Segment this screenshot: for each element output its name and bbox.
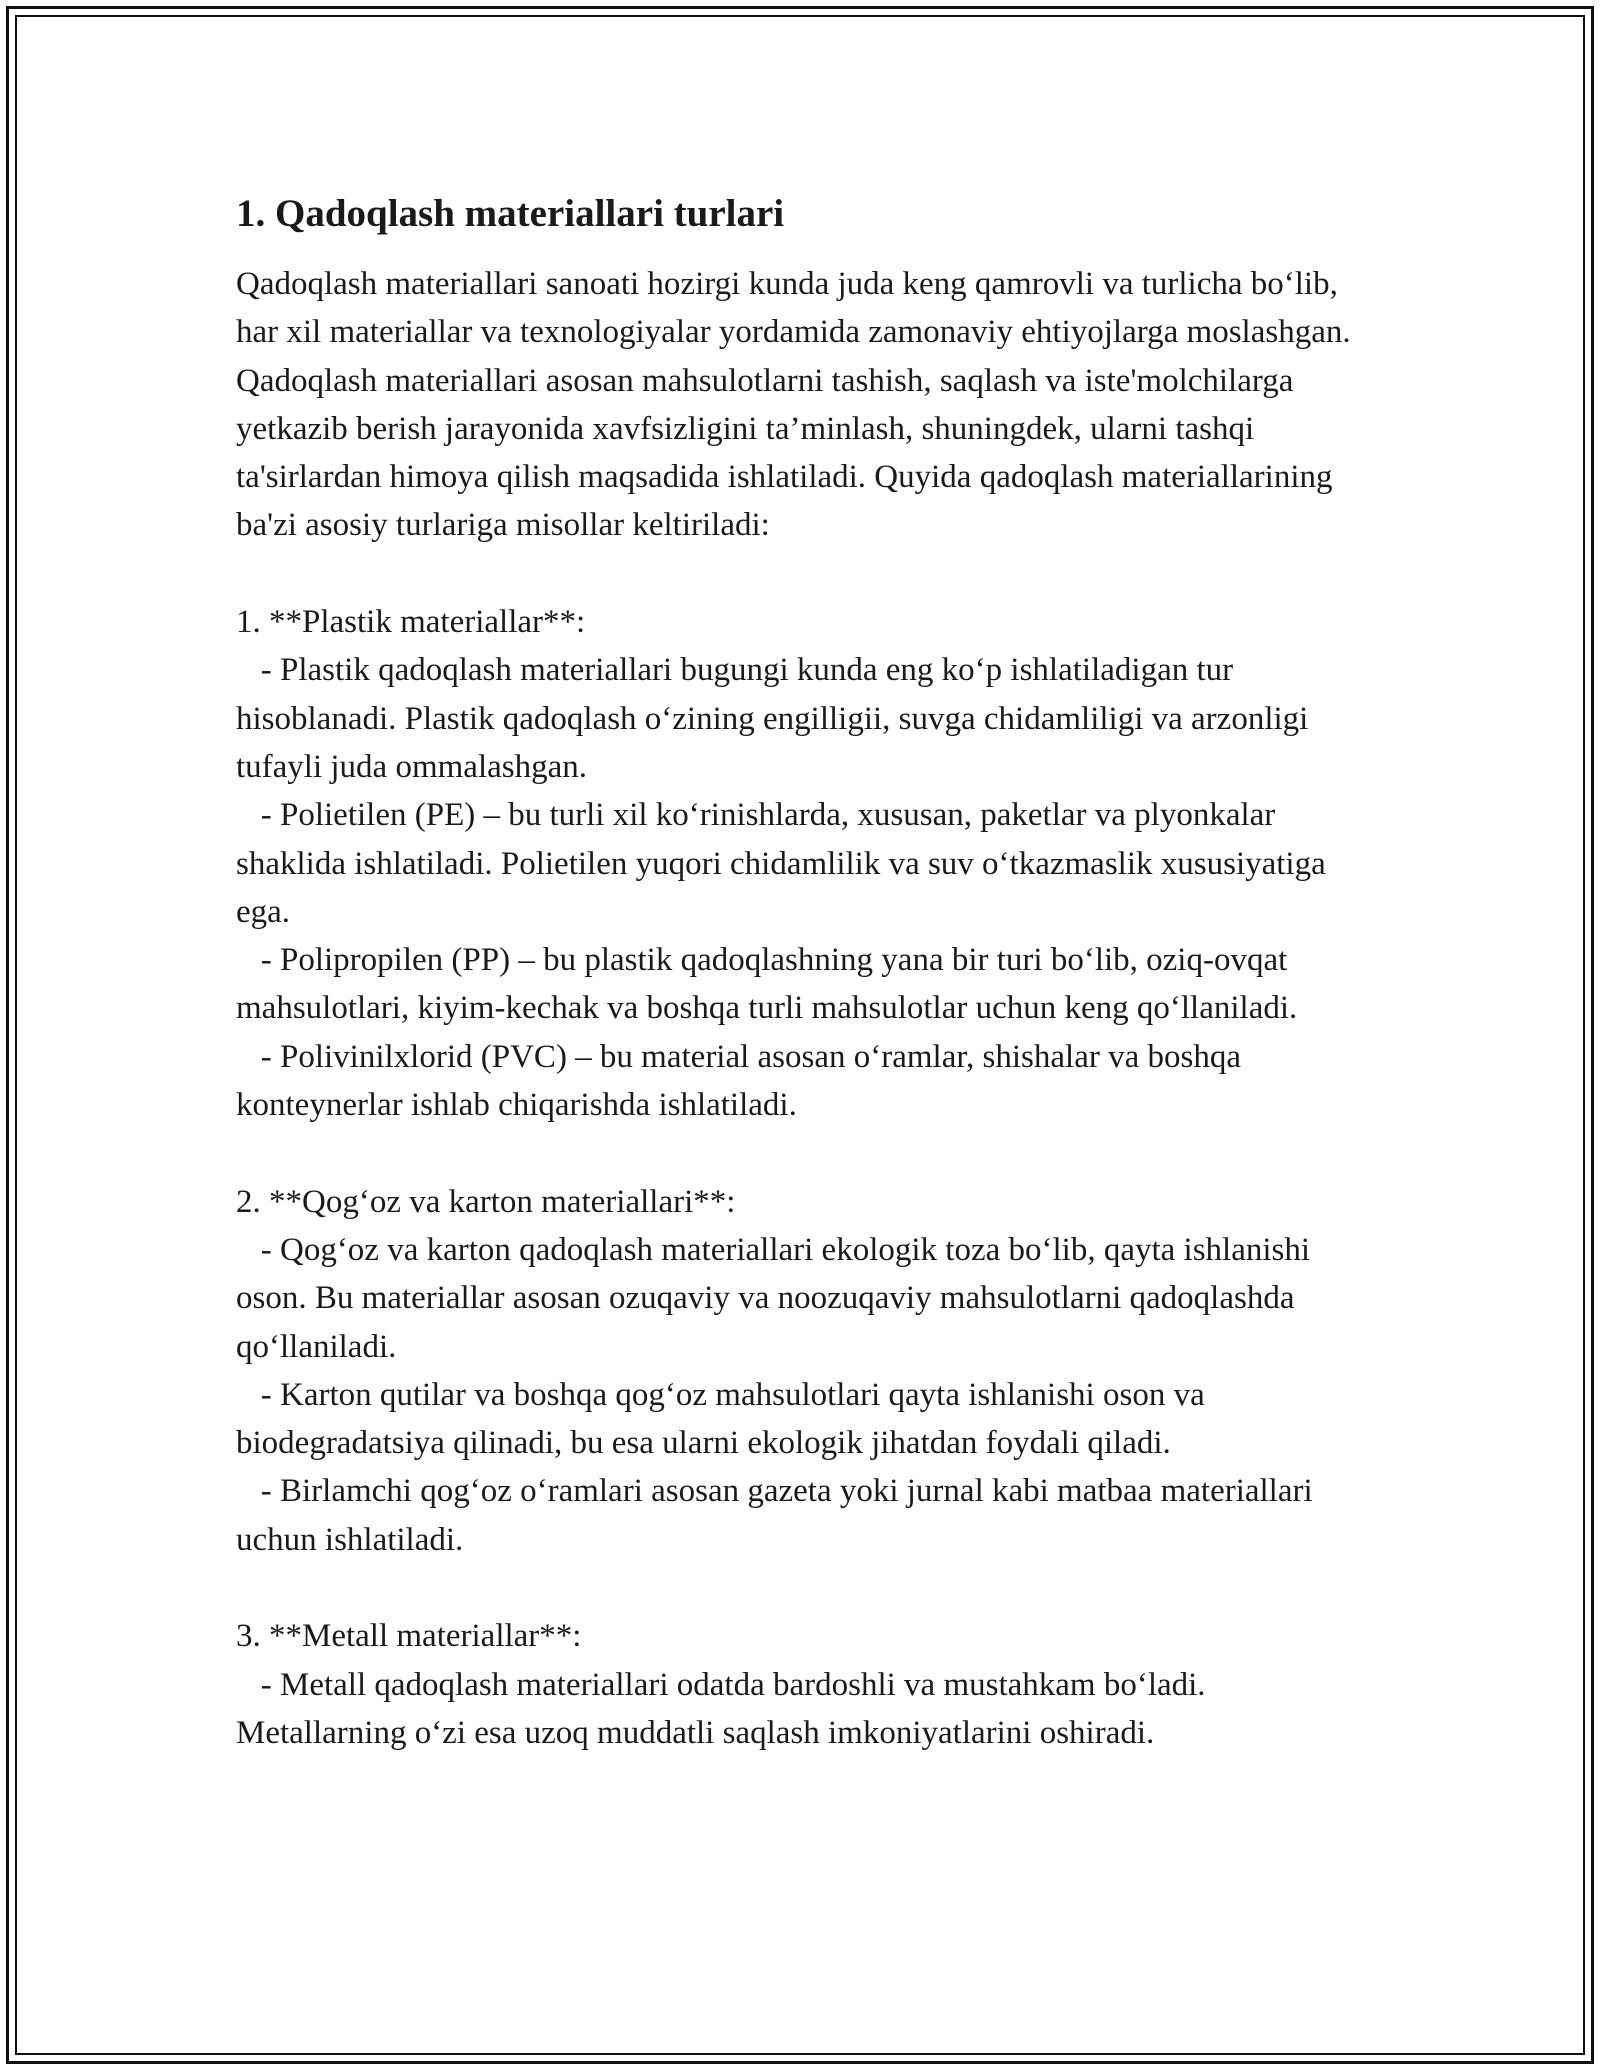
list-item: - Plastik qadoqlash materiallari bugungi kunda eng ko‘p ishlatiladigan tur hisoblanadi. Plastik qadoqlash o‘zining engilligii, suvga chidamliligi va arzonligi tufayli juda ommalashgan. bbox=[236, 652, 1317, 785]
list-item: - Polietilen (PE) – bu turli xil ko‘rinishlarda, xususan, paketlar va plyonkalar shaklida ishlatiladi. Polietilen yuqori chidamlilik va suv o‘tkazmaslik xususiyatiga ega. bbox=[236, 797, 1334, 930]
section-plastic bbox=[236, 598, 1376, 1129]
section-title: 3. **Metall materiallar**: bbox=[236, 1618, 582, 1655]
intro-paragraph: Qadoqlash materiallari sanoati hozirgi kunda juda keng qamrovli va turlicha bo‘lib, har xil materiallar va texnologiyalar yordamida zamonaviy ehtiyojlarga moslashgan. Qadoqlash materiallari asosan mahsulotlarni tashish, saqlash va iste'molchilarga yetkazib berish jarayonida xavfsizligini ta’minlash, shuningdek, ularni tashqi ta'sirlardan himoya qilish maqsadida ishlatiladi. Quyida qadoqlash materiallarining ba'zi asosiy turlariga misollar keltiriladi: bbox=[236, 266, 1359, 544]
list-item: - Polipropilen (PP) – bu plastik qadoqlashning yana bir turi bo‘lib, oziq-ovqat mahsulotlari, kiyim-kechak va boshqa turli mahsulotlar uchun keng qo‘llaniladi. bbox=[236, 942, 1298, 1027]
section-heading: 1. Qadoqlash materiallari turlari bbox=[236, 192, 785, 235]
section-title: 2. **Qog‘oz va karton materiallari**: bbox=[236, 1183, 736, 1220]
list-item: - Karton qutilar va boshqa qog‘oz mahsulotlari qayta ishlanishi oson va biodegradatsiya qilinadi, bu esa ularni ekologik jihatdan foydali qiladi. bbox=[236, 1376, 1213, 1462]
list-item: - Qog‘oz va karton qadoqlash materiallari ekologik toza bo‘lib, qayta ishlanishi oson. Bu materiallar asosan ozuqaviy va noozuqaviy mahsulotlarni qadoqlashda qo‘llaniladi. bbox=[236, 1231, 1319, 1365]
section-metal bbox=[236, 1612, 1376, 1757]
section-title: 1. **Plastik materiallar**: bbox=[236, 604, 586, 641]
list-item: - Birlamchi qog‘oz o‘ramlari asosan gazeta yoki jurnal kabi matbaa materiallari uchun ishlatiladi. bbox=[236, 1473, 1321, 1558]
list-item: - Polivinilxlorid (PVC) – bu material asosan o‘ramlar, shishalar va boshqa konteynerlar ishlab chiqarishda ishlatiladi. bbox=[236, 1038, 1250, 1124]
document-page bbox=[236, 186, 1376, 1757]
section-paper bbox=[236, 1178, 1376, 1564]
list-item: - Metall qadoqlash materiallari odatda bardoshli va mustahkam bo‘ladi. Metallarning o‘zi esa uzoq muddatli saqlash imkoniyatlarini oshiradi. bbox=[236, 1666, 1214, 1751]
